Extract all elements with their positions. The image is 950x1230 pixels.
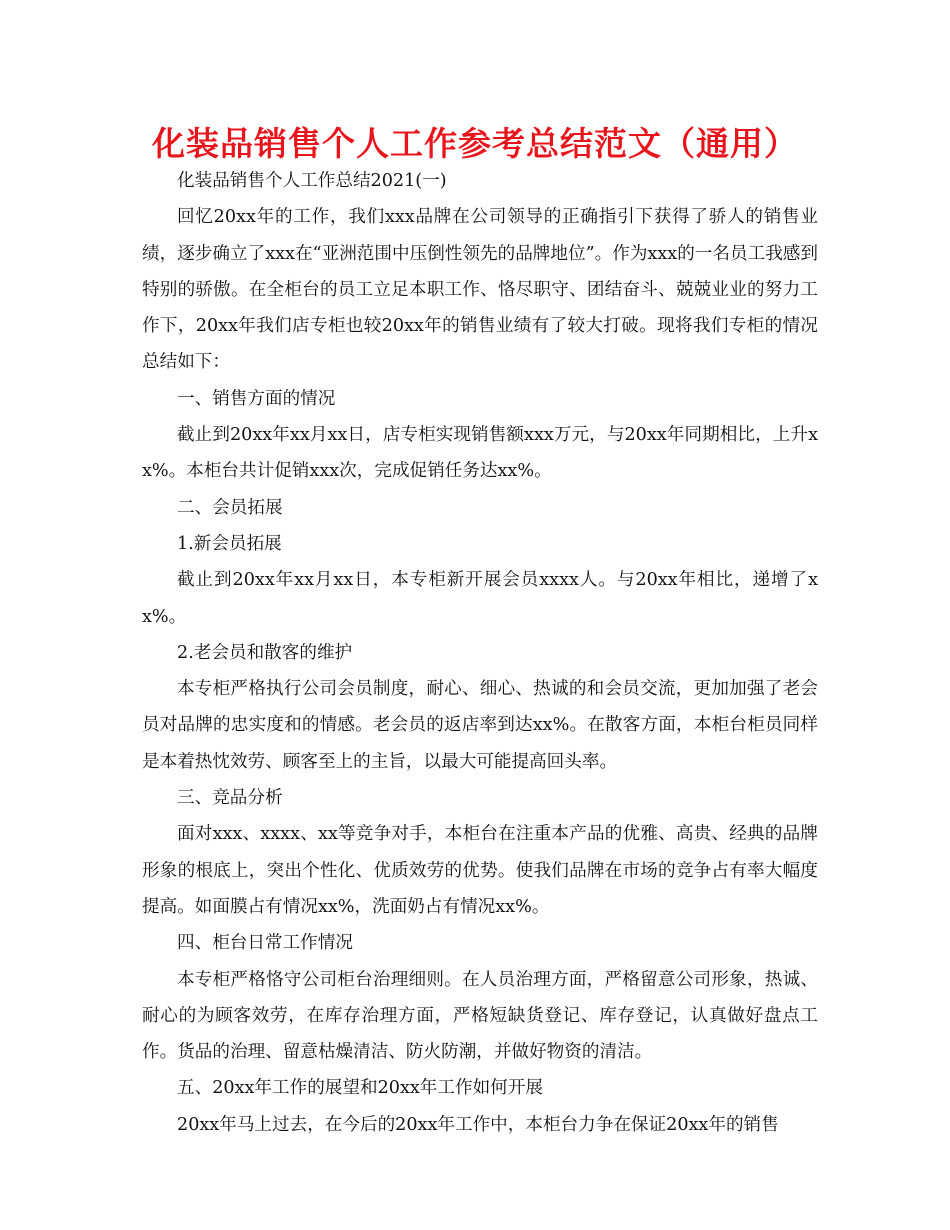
- paragraph-new-members: 截止到20xx年xx月xx日，本专柜新开展会员xxxx人。与20xx年相比，递增了xx%。: [142, 570, 818, 627]
- paragraph-old-members: 本专柜严格执行公司会员制度，耐心、细心、热诚的和会员交流，更加加强了老会员对品牌的忠实度和的情感。老会员的返店率到达xx%。在散客方面，本柜台柜员同样是本着热忱效劳、顾客至上的主旨，以最大可能提高回头率。: [142, 679, 818, 772]
- paragraph-competitors: 面对xxx、xxxx、xx等竞争对手，本柜台在注重本产品的优雅、高贵、经典的品牌形象的根底上，突出个性化、优质效劳的优势。使我们品牌在市场的竞争占有率大幅度提高。如面膜占有情况xx%，洗面奶占有情况xx%。: [142, 824, 818, 917]
- heading-competitors: 三、竞品分析: [177, 788, 283, 809]
- subheading-old-members: 2.老会员和散客的维护: [177, 642, 353, 663]
- paragraph-intro: 回忆20xx年的工作，我们xxx品牌在公司领导的正确指引下获得了骄人的销售业绩，逐步确立了xxx在“亚洲范围中压倒性领先的品牌地位”。作为xxx的一名员工我感到特别的骄傲。在全柜台的员工立足本职工作、恪尽职守、团结奋斗、兢兢业业的努力工作下，20xx年我们店专柜也较20xx年的销售业绩有了较大打破。现将我们专柜的情况总结如下：: [142, 207, 818, 373]
- paragraph-daily-work: 本专柜严格恪守公司柜台治理细则。在人员治理方面，严格留意公司形象，热诚、耐心的为顾客效劳，在库存治理方面，严格短缺货登记、库存登记，认真做好盘点工作。货品的治理、留意枯燥清洁、防火防潮，并做好物资的清洁。: [142, 969, 818, 1063]
- section-subtitle: 化装品销售个人工作总结2021(一): [177, 171, 447, 191]
- heading-members: 二、会员拓展: [177, 497, 283, 518]
- document-title: 化装品销售个人工作参考总结范文（通用）: [152, 124, 798, 163]
- heading-sales: 一、销售方面的情况: [177, 388, 336, 409]
- paragraph-outlook: 20xx年马上过去，在今后的20xx年工作中，本柜台力争在保证20xx年的销售: [177, 1114, 779, 1135]
- heading-outlook: 五、20xx年工作的展望和20xx年工作如何开展: [177, 1078, 543, 1099]
- paragraph-sales: 截止到20xx年xx月xx日，店专柜实现销售额xxx万元，与20xx年同期相比，上升xx%。本柜台共计促销xxx次，完成促销任务达xx%。: [142, 425, 818, 482]
- subheading-new-members: 1.新会员拓展: [177, 533, 282, 554]
- heading-daily-work: 四、柜台日常工作情况: [177, 933, 353, 954]
- document-body: [142, 163, 818, 1143]
